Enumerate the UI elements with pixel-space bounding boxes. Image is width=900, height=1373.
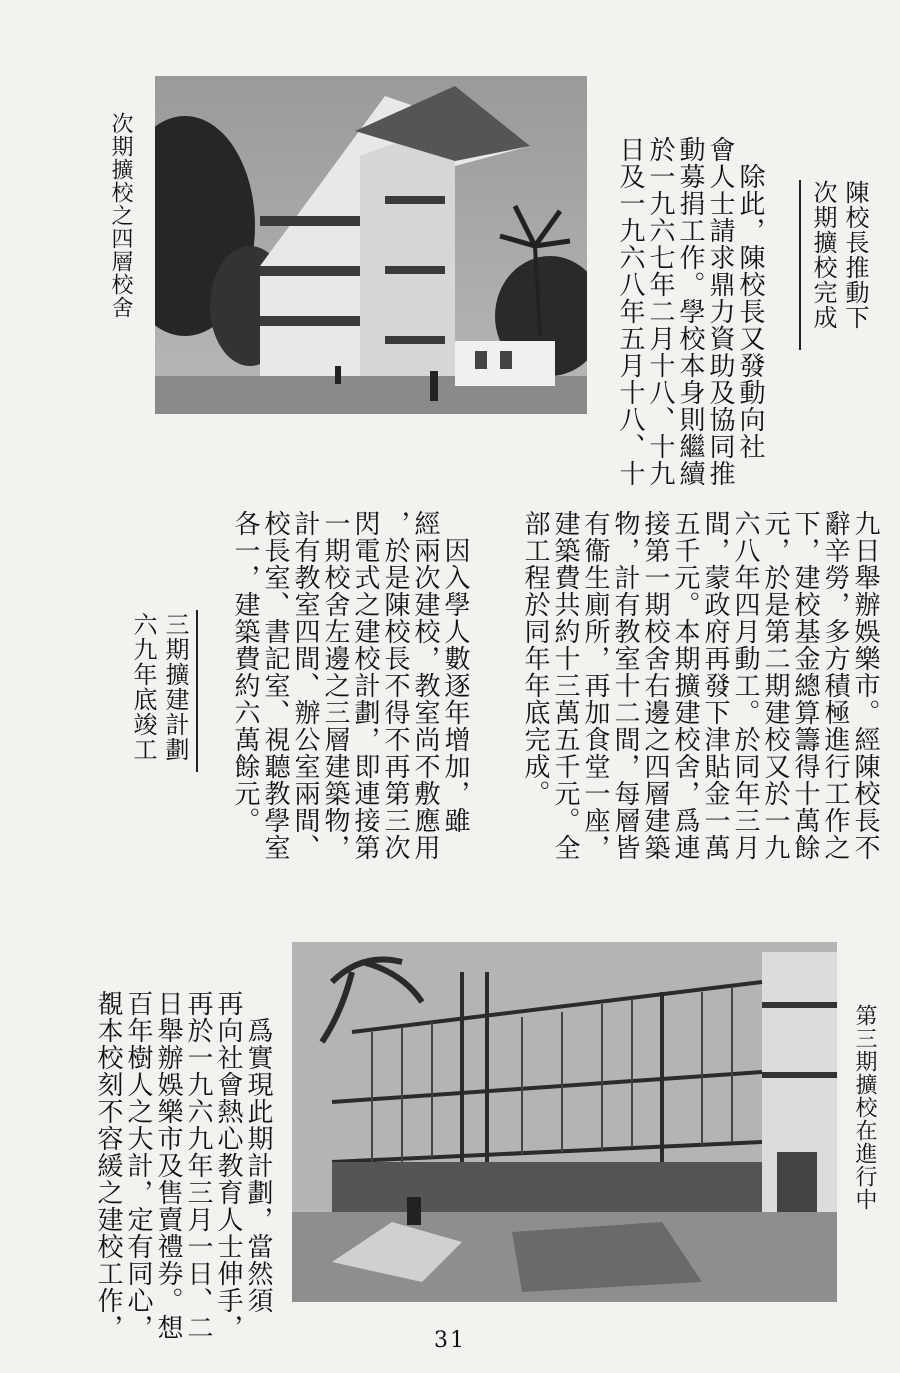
paragraph-middle-right: 九日舉辦娛樂市。經陳校長不 辭辛勞，多方積極進行工作之 下，建校基金總算籌得十萬餘 元，於是第二期建校又於一九 六八年四月動工。於同年三月 間，蒙政府再發下津貼金一萬 五千元。本期擴建校舍，爲連 接第一期校舍右邊之四層建築 物，計有教室十二間，每層皆 有衞生廁所，再加食堂一座， 建築費共約十三萬五千元。全 部工程於同年年底完成。 bbox=[520, 510, 880, 861]
photo1-caption: 次期擴校之四層校舍 bbox=[108, 112, 133, 319]
section1-heading-line1: 陳校長推動下 bbox=[841, 180, 869, 330]
paragraph-middle-left: 因入學人數逐年增加，雖 經兩次建校，教室尚不敷應用 ，於是陳校長不得不再第三次 閃電式之建校計劃，即連接第 一期校舍左邊之三層建築物， 計有教室四間、辦公室兩間、 校長室、書記室、視聽教學室 各一，建築費約六萬餘元。 bbox=[230, 510, 470, 861]
section1-heading-line2: 次期擴校完成 bbox=[809, 180, 837, 330]
page-number: 31 bbox=[434, 1328, 466, 1353]
construction-photo-drawing bbox=[292, 942, 837, 1302]
section2-heading-rule bbox=[196, 610, 198, 772]
building-photo-drawing bbox=[155, 76, 587, 414]
section1-heading-rule bbox=[799, 180, 801, 350]
photo-construction-third-phase bbox=[292, 942, 837, 1302]
paragraph-top: 除此，陳校長又發動向社 會人士請求鼎力資助及協同推 動募捐工作。學校本身則繼續 於一九六七年二月十八、十九 日及一九六八年五月十八、十 bbox=[615, 136, 765, 487]
section2-heading-line1: 三期擴建計劃 bbox=[161, 612, 189, 762]
paragraph-bottom: 爲實現此期計劃，當然須 再向社會熱心教育人士伸手， 再於一九六九年三月一日、二 日舉辦娛樂市及售賣禮券。想 百年樹人之大計，定有同心， 覩本校刻不容緩之建校工作， bbox=[93, 990, 273, 1341]
section2-heading-line2: 六九年底竣工 bbox=[129, 612, 157, 762]
photo2-caption: 第三期擴校在進行中 bbox=[852, 1004, 877, 1211]
photo-four-storey-building bbox=[155, 76, 587, 414]
